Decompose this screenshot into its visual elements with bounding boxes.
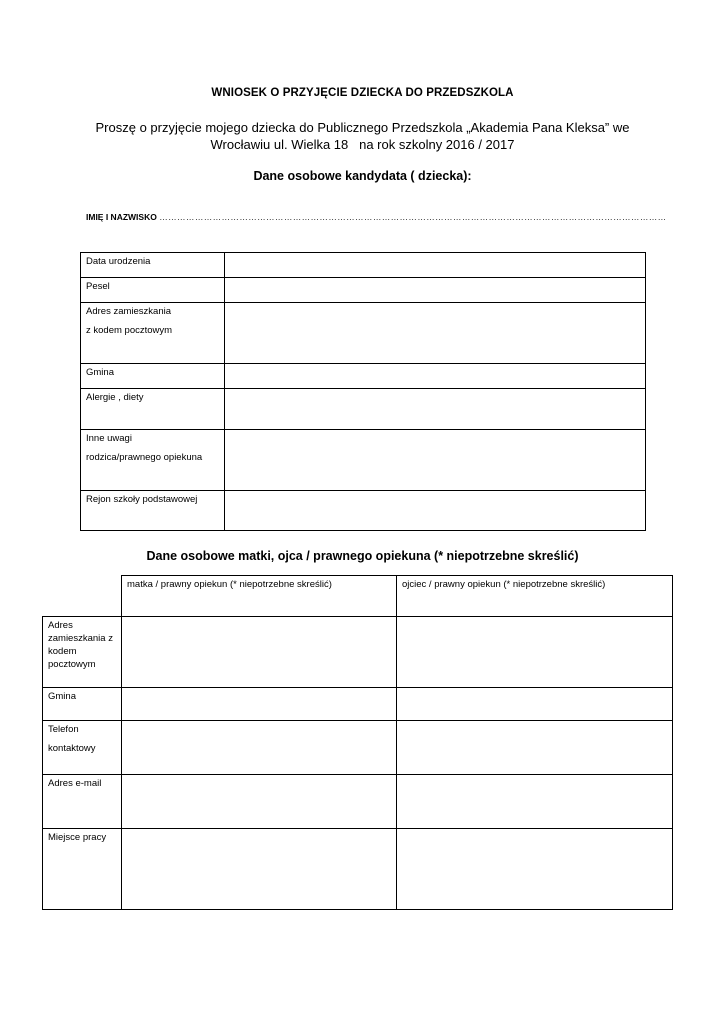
intro-line-1: Proszę o przyjęcie mojego dziecka do Publicznego Przedszkola „Akademia Pana Kleksa” we [95, 120, 630, 135]
table-row [43, 688, 673, 721]
table-row [81, 491, 646, 531]
father-phone-field[interactable] [397, 721, 673, 775]
parents-section-heading: Dane osobowe matki, ojca / prawnego opiekuna (* niepotrzebne skreślić) [146, 549, 579, 563]
column-header-mother: matka / prawny opiekun (* niepotrzebne skreślić) [122, 576, 397, 617]
mother-commune-field[interactable] [122, 688, 397, 721]
table-row [43, 721, 673, 775]
intro-line-2: Wrocławiu ul. Wielka 18 na rok szkolny 2016 / 2017 [210, 137, 515, 152]
row-label: Gmina [43, 688, 122, 721]
row-label-line: kontaktowy [48, 743, 96, 754]
address-field[interactable] [225, 303, 646, 364]
row-label-line: Adres zamieszkania [86, 306, 172, 317]
mother-workplace-field[interactable] [122, 829, 397, 910]
table-row [81, 278, 646, 303]
row-label: Adres zamieszkania z kodem pocztowym [43, 617, 122, 688]
child-name-label: IMIĘ I NAZWISKO [86, 212, 157, 222]
row-label [81, 430, 225, 491]
allergies-field[interactable] [225, 389, 646, 430]
table-row [81, 364, 646, 389]
row-label: Alergie , diety [81, 389, 225, 430]
row-label-line: Inne uwagi [86, 433, 132, 444]
mother-address-field[interactable] [122, 617, 397, 688]
row-label: Adres e-mail [43, 775, 122, 829]
row-label-line: rodzica/prawnego opiekuna [86, 452, 203, 463]
intro-text [0, 119, 725, 153]
row-label: Data urodzenia [81, 253, 225, 278]
notes-field[interactable] [225, 430, 646, 491]
father-workplace-field[interactable] [397, 829, 673, 910]
commune-field[interactable] [225, 364, 646, 389]
table-row [81, 253, 646, 278]
father-email-field[interactable] [397, 775, 673, 829]
row-label-line: Telefon [48, 724, 79, 735]
father-address-field[interactable] [397, 617, 673, 688]
row-label: Gmina [81, 364, 225, 389]
row-label [43, 721, 122, 775]
child-section-heading: Dane osobowe kandydata ( dziecka): [253, 169, 472, 183]
table-row [43, 829, 673, 910]
row-label: Miejsce pracy [43, 829, 122, 910]
father-commune-field[interactable] [397, 688, 673, 721]
school-district-field[interactable] [225, 491, 646, 531]
table-row [81, 389, 646, 430]
table-row [43, 775, 673, 829]
parents-data-table [42, 575, 673, 910]
row-label [81, 303, 225, 364]
child-data-table [80, 252, 646, 531]
table-header-row [43, 576, 673, 617]
child-name-field[interactable] [86, 212, 667, 222]
pesel-field[interactable] [225, 278, 646, 303]
table-row [81, 303, 646, 364]
row-label: Pesel [81, 278, 225, 303]
table-row [43, 617, 673, 688]
table-row [81, 430, 646, 491]
birth-date-field[interactable] [225, 253, 646, 278]
column-header-father: ojciec / prawny opiekun (* niepotrzebne skreślić) [397, 576, 673, 617]
empty-corner-cell [43, 576, 122, 617]
row-label: Rejon szkoły podstawowej [81, 491, 225, 531]
document-title: WNIOSEK O PRZYJĘCIE DZIECKA DO PRZEDSZKOLA [211, 87, 514, 99]
mother-email-field[interactable] [122, 775, 397, 829]
child-name-dotted-line: ……………………………………………………………………………………………………………………………………………………… [159, 212, 667, 222]
row-label-line: z kodem pocztowym [86, 325, 173, 336]
mother-phone-field[interactable] [122, 721, 397, 775]
